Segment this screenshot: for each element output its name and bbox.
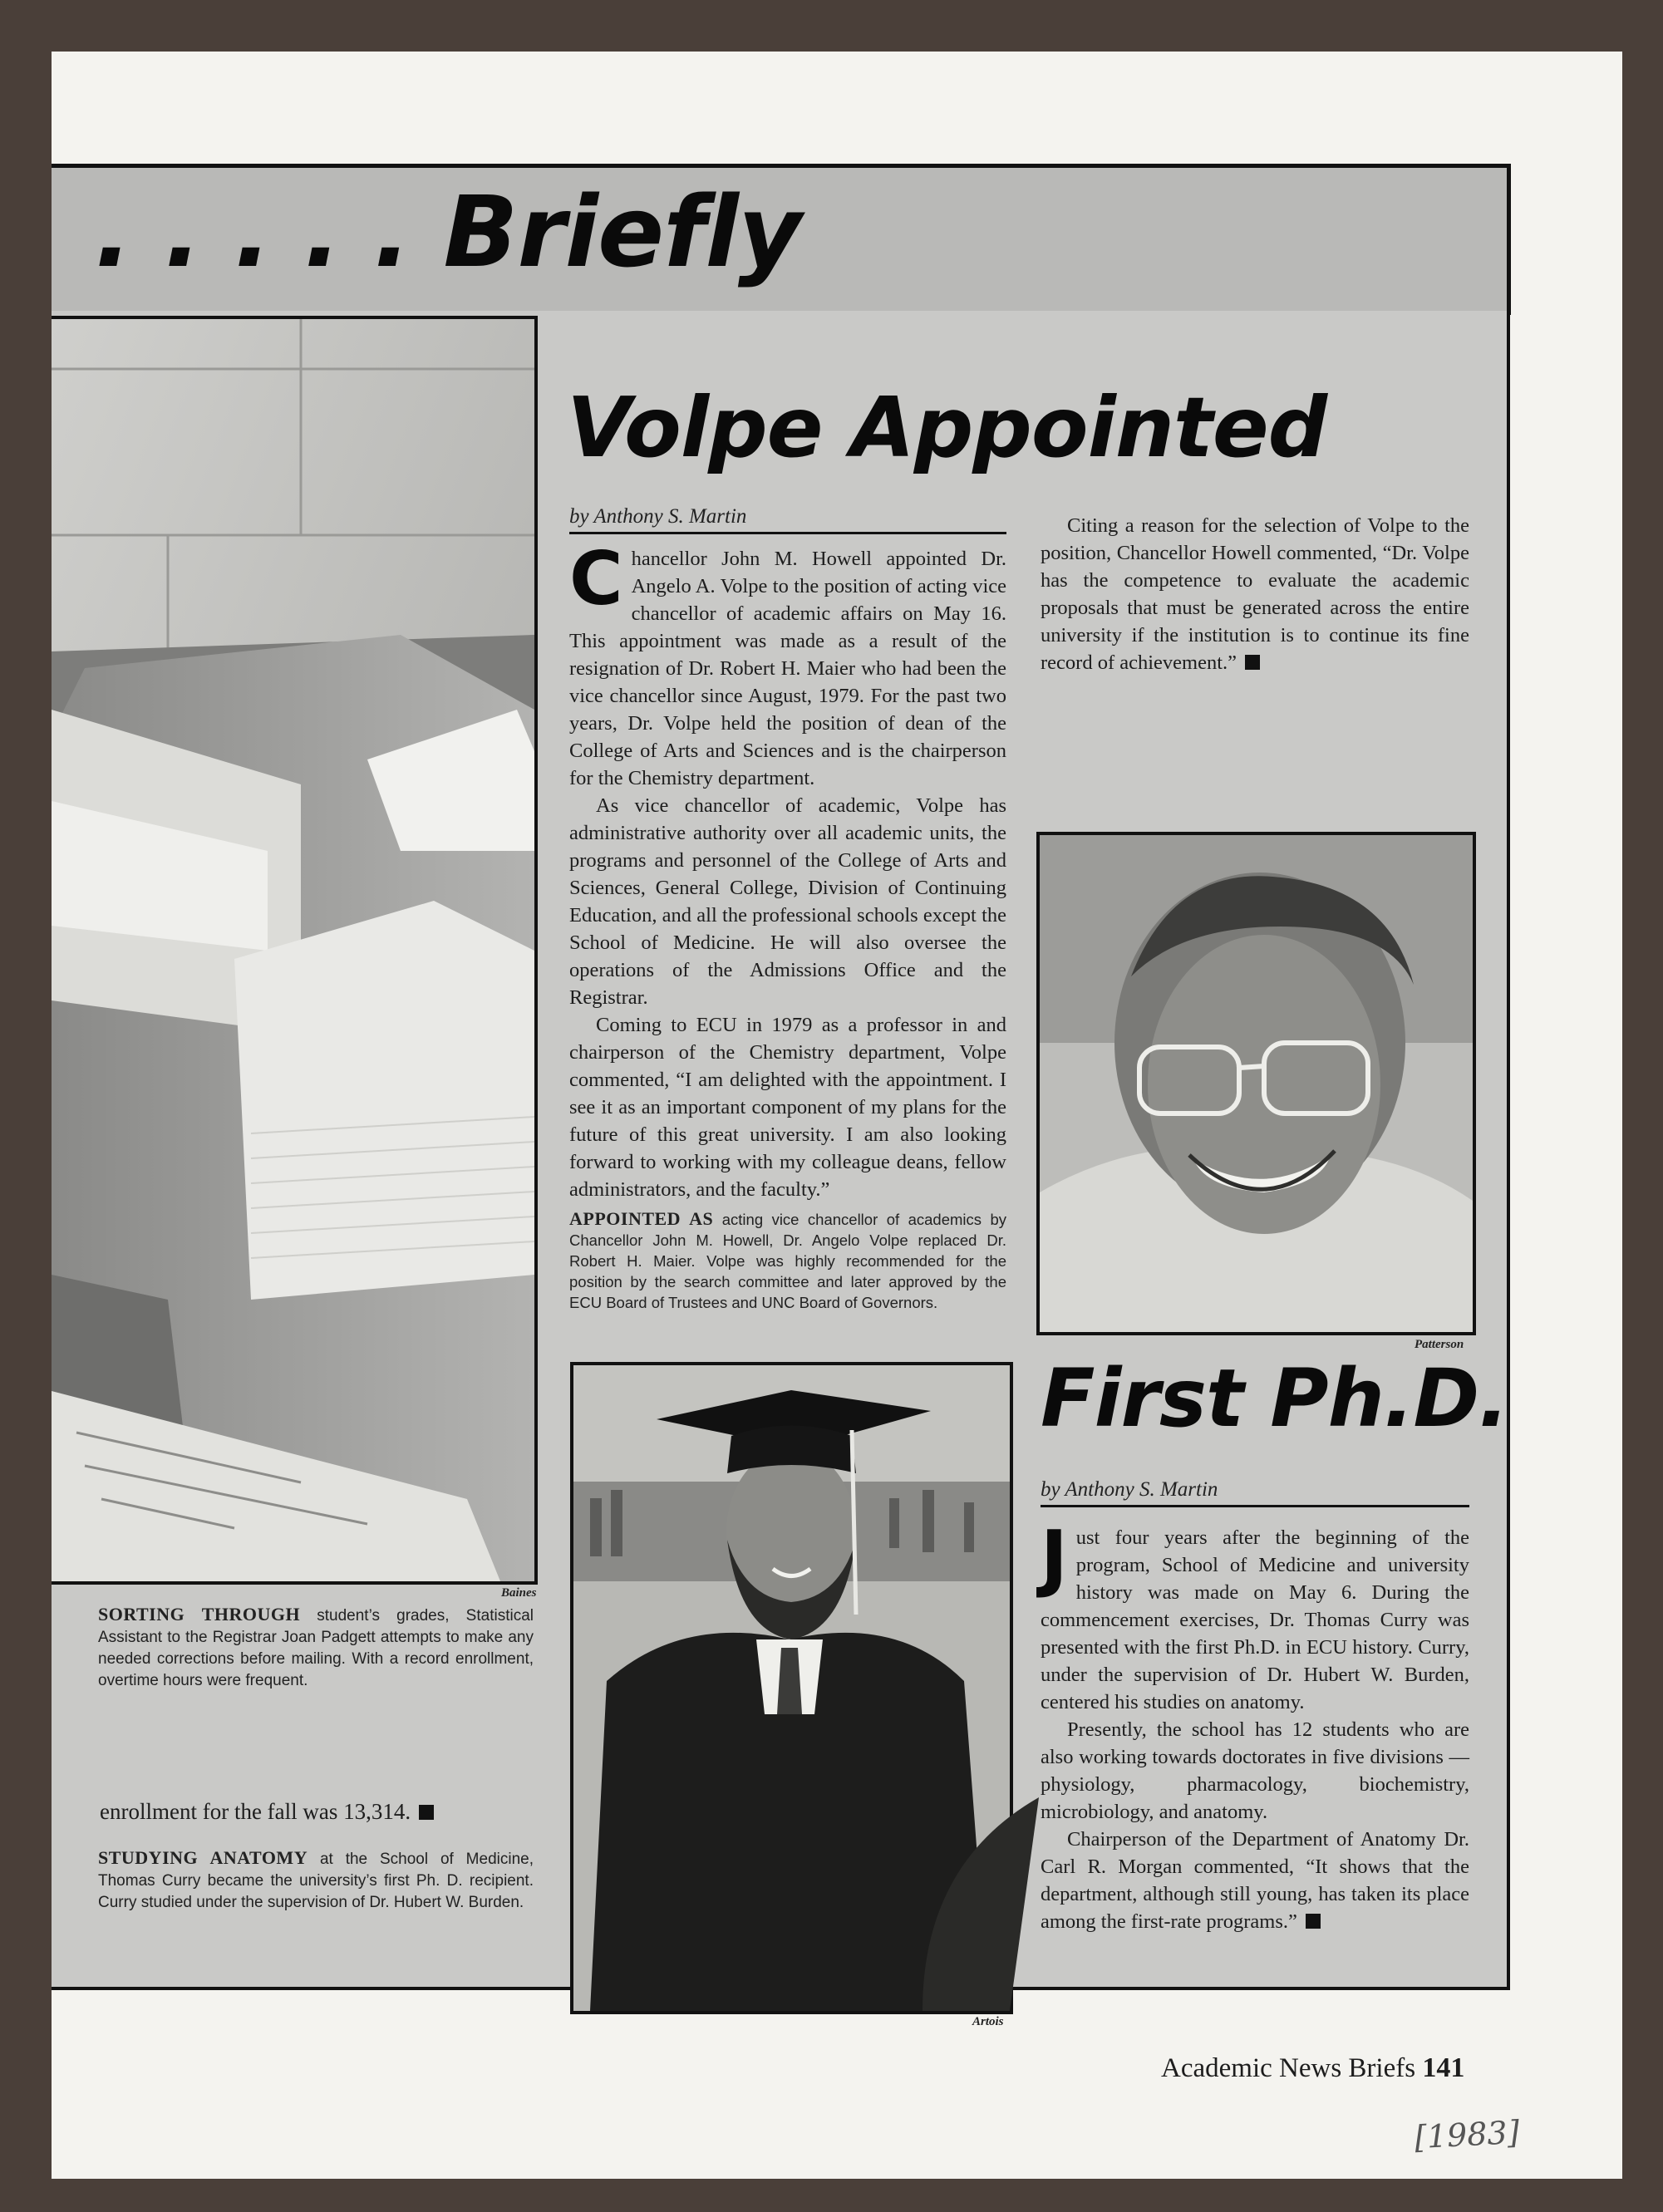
phd-paragraph-3-text: Chairperson of the Department of Anatomy Dr. Carl R. Morgan commented, “It shows that the department, although still young, has taken its place among the first-rate programs.” [1041, 1828, 1469, 1933]
phd-dropcap: J [1041, 1515, 1068, 1600]
volpe-dropcap: C [569, 536, 623, 622]
end-mark [1245, 655, 1260, 670]
section-header-bar [52, 164, 1511, 315]
anatomy-caption-lead: STUDYING ANATOMY [98, 1847, 308, 1868]
anatomy-caption-text: at the School of Medicine, Thomas Curry became the university’s first Ph. D. recipient. Curry studied under the supervision of Dr. Hubert W. Burden. [98, 1851, 534, 1911]
page-footer [1161, 2052, 1464, 2084]
enrollment-text [100, 1799, 434, 1825]
volpe-paragraph-3: Coming to ECU in 1979 as a professor in and chairperson of the Chemistry department, Volpe commented, “I am delighted with the appointment. I see it as an important component of my plans for the future of this great university. I am also looking forward to working with my colleague deans, fellow administrators, and the faculty.” [569, 1014, 1006, 1201]
sorting-caption-lead: SORTING THROUGH [98, 1604, 301, 1625]
volpe-paragraph-1 [569, 536, 1006, 792]
phd-paragraph-1-text: ust four years after the beginning of the program, School of Medicine and university history was made on May 6. During the commencement exercises, Dr. Thomas Curry was presented with the first Ph.D. in ECU history. Curry, under the supervision of Dr. Hubert W. Burden, centered his studies on anatomy. [1041, 1526, 1469, 1713]
content-frame [52, 311, 1510, 2028]
curry-graduation-photo [570, 1362, 1013, 2014]
page-number: 141 [1422, 2052, 1465, 2083]
volpe-column-1 [569, 536, 1006, 1201]
volpe-paragraph-4-text: Citing a reason for the selection of Volpe to the position, Chancellor Howell commented, “Dr. Volpe has the competence to evaluate the academic proposals that must be generated across the entire university if the institution is to continue its fine record of achievement.” [1041, 514, 1469, 674]
footer-section: Academic News Briefs [1161, 2053, 1416, 2083]
sorting-caption [98, 1604, 534, 1692]
volpe-byline: by Anthony S. Martin [569, 505, 1006, 534]
volpe-paragraph-1-text: hancellor John M. Howell appointed Dr. Angelo A. Volpe to the position of acting vice chancellor of academic affairs on May 16. This appointment was made as a result of the resignation of Dr. Robert H. Maier who had been the vice chancellor since August, 1979. For the past two years, Dr. Volpe held the position of dean of the College of Arts and Sciences and is the chairperson for the Chemistry department. [569, 548, 1006, 789]
curry-graduation-photo-image [573, 1365, 1010, 2011]
volpe-paragraph-2: As vice chancellor of academic, Volpe has administrative authority over all academic units, the programs and personnel of the College of Arts and Sciences, General College, Division of Continuing Education, and all the professional schools except the School of Medicine. He will also oversee the operations of the Admissions Office and the Registrar. [569, 794, 1006, 1009]
volpe-caption-text: acting vice chancellor of academics by Chancellor John M. Howell, Dr. Angelo Volpe replaced Dr. Robert H. Maier. Volpe was highly recommended for the position by the search committee and later approved by the ECU Board of Trustees and UNC Board of Governors. [569, 1211, 1006, 1311]
anatomy-caption [98, 1847, 534, 1914]
phd-paragraph-3 [1041, 1826, 1469, 1935]
volpe-portrait [1036, 832, 1476, 1335]
section-title: . . . . . Briefly [95, 175, 801, 289]
volpe-caption [569, 1208, 1006, 1313]
phd-headline: First Ph.D. [1041, 1352, 1508, 1445]
phd-column [1041, 1515, 1469, 1935]
handwritten-year-note: [1983] [1413, 2113, 1521, 2156]
volpe-photo-credit: Patterson [1415, 1338, 1464, 1351]
curry-photo-credit: Artois [972, 2015, 1004, 2028]
phd-paragraph-2: Presently, the school has 12 students who are also working towards doctorates in five divisions — physiology, pharmacology, biochemistry, microbiology, and anatomy. [1041, 1718, 1469, 1823]
sorting-photo-image [52, 319, 534, 1581]
phd-byline: by Anthony S. Martin [1041, 1478, 1469, 1507]
end-mark [419, 1805, 434, 1820]
sorting-caption-text: student’s grades, Statistical Assistant to the Registrar Joan Padgett attempts to make any needed corrections before mailing. With a record enrollment, overtime hours were frequent. [98, 1607, 534, 1689]
sorting-photo-credit: Baines [501, 1586, 537, 1600]
magazine-page [52, 52, 1622, 2179]
volpe-paragraph-4 [1041, 512, 1469, 676]
volpe-headline: Volpe Appointed [567, 379, 1327, 476]
sorting-photo [52, 316, 538, 1585]
volpe-caption-lead: APPOINTED AS [569, 1208, 714, 1229]
enrollment-line: enrollment for the fall was 13,314. [100, 1799, 411, 1824]
end-mark [1306, 1914, 1321, 1929]
volpe-column-2 [1041, 512, 1469, 676]
phd-paragraph-1 [1041, 1515, 1469, 1716]
volpe-portrait-image [1040, 835, 1473, 1332]
